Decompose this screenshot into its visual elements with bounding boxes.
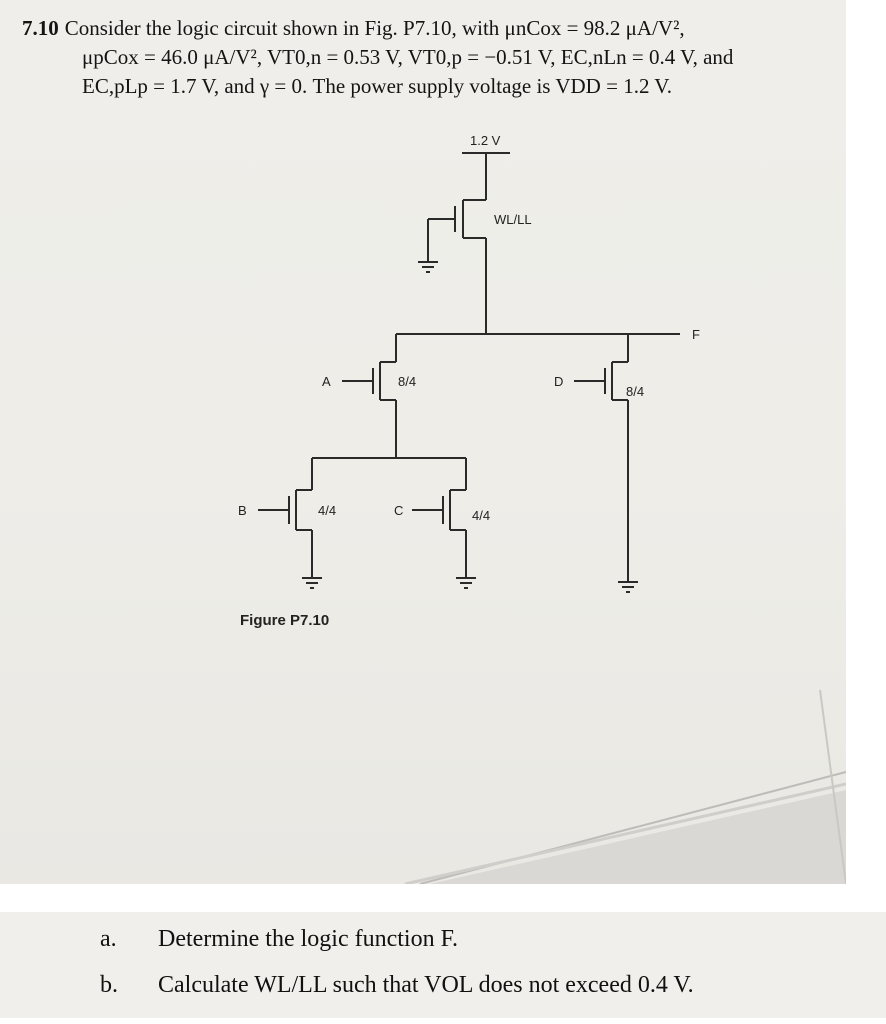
input-label-d: D [554,374,564,389]
ground-symbols [302,262,638,592]
question-a-text: Determine the logic function F. [158,926,458,952]
problem-line-1: 7.10 Consider the logic circuit shown in Fig. P7.10, with μnCox = 98.2 μA/V², [22,16,685,40]
input-label-a: A [322,374,331,389]
problem-line-3: EC,pLp = 1.7 V, and γ = 0. The power supply voltage is VDD = 1.2 V. [82,74,673,98]
question-a [100,926,458,953]
input-label-b: B [238,503,247,518]
output-label: F [692,327,700,342]
question-a-label: a. [100,926,117,952]
figure-caption: Figure P7.10 [240,612,330,629]
problem-number: 7.10 [22,16,59,40]
input-label-c: C [394,503,404,518]
question-b [100,972,694,999]
size-label-c: 4/4 [472,508,491,523]
question-b-text: Calculate WL/LL such that VOL does not exceed 0.4 V. [158,972,694,998]
size-label-a: 8/4 [398,374,417,389]
size-label-b: 4/4 [318,503,337,518]
size-label-d: 8/4 [626,384,645,399]
load-size-label: WL/LL [494,212,532,227]
problem-line-2: μpCox = 46.0 μA/V², VT0,n = 0.53 V, VT0,p = −0.51 V, EC,nLn = 0.4 V, and [82,45,734,69]
question-b-label: b. [100,972,118,998]
questions-panel [0,912,886,1018]
supply-voltage-label: 1.2 V [470,133,501,148]
